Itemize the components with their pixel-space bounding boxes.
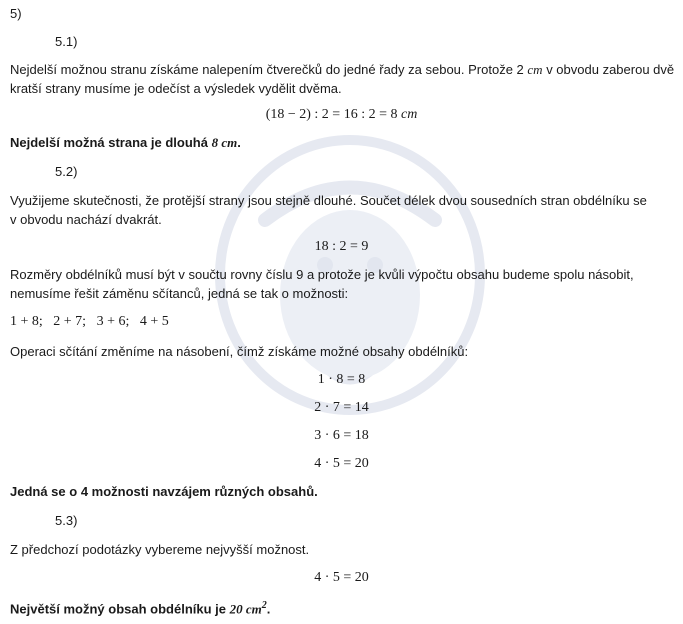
paragraph: Rozměry obdélníků musí být v součtu rovny číslu 9 a protože je kvůli výpočtu obsahu budeme spolu násobit,: [10, 267, 634, 282]
paragraph: Operaci sčítání změníme na násobení, čímž získáme možné obsahy obdélníků:: [10, 344, 469, 359]
equation: (18 − 2) : 2 = 16 : 2 = 8 cm: [265, 107, 418, 122]
product-equation: 3 · 6 = 18: [314, 428, 369, 443]
paragraph: Z předchozí podotázky vybereme nejvyšší možnost.: [10, 542, 310, 557]
paragraph: kratší strany musíme je odečíst a výsledek vydělit dvěma.: [10, 81, 342, 96]
product-equation: 2 · 7 = 14: [314, 400, 369, 415]
product-equation: 4 · 5 = 20: [314, 456, 369, 471]
subtask-label-5-1: 5.1): [55, 34, 78, 49]
paragraph: nemusíme řešit záměnu sčítanců, jedná se tak o možnosti:: [10, 286, 349, 301]
options-list: 1 + 8; 2 + 7; 3 + 6; 4 + 5: [10, 314, 169, 329]
paragraph: Nejdelší možnou stranu získáme nalepením čtverečků do jedné řady za sebou. Protože 2 cm v obvodu zaberou dvě: [10, 62, 675, 77]
subtask-label-5-2: 5.2): [55, 164, 78, 179]
product-equation: 1 · 8 = 8: [317, 372, 366, 387]
result: Nejdelší možná strana je dlouhá 8 cm.: [10, 135, 241, 150]
paragraph: Využijeme skutečnosti, že protější strany jsou stejně dlouhé. Součet délek dvou sousedních stran obdélníku se: [10, 193, 647, 208]
subtask-label-5-3: 5.3): [55, 513, 78, 528]
equation: 4 · 5 = 20: [314, 570, 369, 585]
result: Největší možný obsah obdélníku je 20 $cm^2$.: [10, 600, 271, 617]
paragraph: v obvodu nachází dvakrát.: [10, 212, 162, 227]
task-number: 5): [10, 6, 22, 21]
equation: 18 : 2 = 9: [314, 239, 369, 254]
result: Jedná se o 4 možnosti navzájem různých obsahů.: [10, 484, 318, 499]
